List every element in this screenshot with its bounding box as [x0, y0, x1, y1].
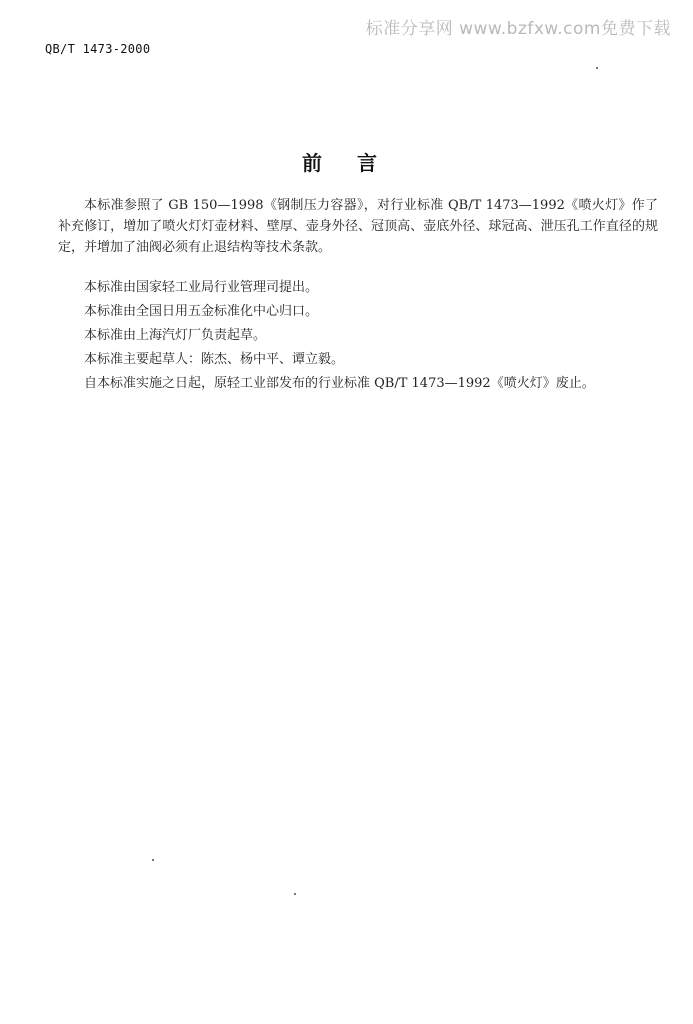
statement-authors: 本标准主要起草人：陈杰、杨中平、谭立毅。: [84, 352, 345, 367]
main-paragraph: 本标准参照了 GB 150—1998《钢制压力容器》，对行业标准 QB/T 1473—1992《喷火灯》作了补充修订，增加了喷火灯灯壶材料、壁厚、壶身外径、冠顶高、壶底外径、球冠高、泄压孔工作直径的规定，并增加了油阀必须有止退结构等技术条款。: [58, 198, 658, 255]
statement-centralized: 本标准由全国日用五金标准化中心归口。: [84, 304, 319, 319]
scan-speck: [294, 893, 296, 895]
statement-supersede: 自本标准实施之日起，原轻工业部发布的行业标准 QB/T 1473—1992《喷火灯》废止。: [84, 376, 595, 391]
scan-speck: [152, 859, 154, 861]
scan-speck: [596, 67, 598, 69]
standard-code: QB/T 1473-2000: [45, 42, 151, 56]
statement-drafter: 本标准由上海汽灯厂负责起草。: [84, 328, 267, 343]
watermark: 标准分享网 www.bzfxw.com免费下载: [365, 19, 671, 39]
statement-proposer: 本标准由国家轻工业局行业管理司提出。: [84, 280, 319, 295]
statement-list: [58, 276, 658, 396]
preface-body: [58, 195, 658, 396]
page-title: 前 言: [302, 151, 391, 175]
